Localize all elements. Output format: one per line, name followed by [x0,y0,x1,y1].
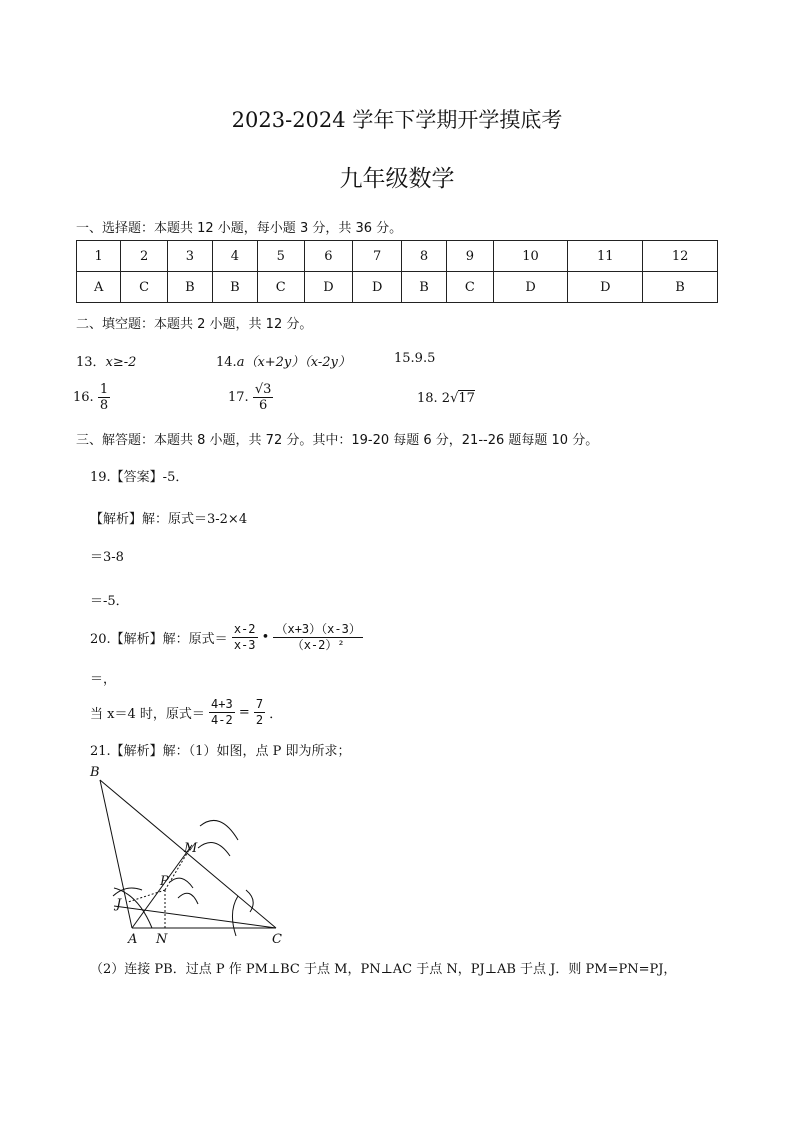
answer-19-line-1: 【解析】解：原式＝3-2×4 [90,512,248,527]
answer-20-line-3 [90,697,282,728]
point-label-n: N [156,932,168,947]
fraction-numerator: √3 [254,382,272,397]
table-cell: D [353,272,402,303]
fraction [209,697,235,728]
point-label-c: C [272,932,282,947]
arc [198,820,238,856]
table-cell: 8 [402,241,447,272]
table-cell: 3 [167,241,212,272]
fraction-denominator: x-3 [233,638,256,652]
point-label-b: B [90,765,100,780]
table-cell: 7 [353,241,402,272]
table-cell: 2 [121,241,168,272]
answer-13-number: 13． [76,355,106,370]
section-1-heading: 一、选择题：本题共 12 小题，每小题 3 分，共 36 分。 [76,221,403,236]
table-cell: 12 [643,241,718,272]
answer-19-line-2: ＝3-8 [90,550,124,565]
table-cell: D [493,272,568,303]
fraction [273,622,362,653]
table-cell: 5 [257,241,304,272]
table-cell: D [304,272,353,303]
fraction-numerator: 4+3 [211,697,233,711]
period: ． [269,707,283,722]
answer-20-expression [90,622,363,653]
answer-13-value: x≥-2 [105,355,137,370]
geometry-figure [80,760,300,950]
table-cell: B [643,272,718,303]
fraction-denominator: 6 [258,398,268,413]
fraction-numerator: x-2 [233,622,256,636]
arc [232,890,253,936]
sqrt-icon: √ [450,391,459,406]
answer-14 [216,351,351,370]
answer-17 [228,382,273,413]
answer-13 [76,351,136,370]
answer-table-question-row [77,241,718,272]
answer-19-line-3: ＝-5． [90,594,129,609]
fraction [232,622,258,653]
fraction-numerator: 1 [99,382,109,397]
fraction-denominator: 8 [99,398,109,413]
page-subtitle: 九年级数学 [339,166,455,192]
fraction-denominator: 4-2 [211,713,233,727]
table-cell: 9 [447,241,494,272]
answer-18 [417,391,475,406]
point-label-p: P [160,874,169,889]
answer-21-part-2: （2）连接 PB．过点 P 作 PM⊥BC 于点 M，PN⊥AC 于点 N，PJ⊥AB 于点 J．则 PM=PN=PJ， [90,962,677,977]
table-cell: C [447,272,494,303]
table-cell: B [167,272,212,303]
answer-15: 15.9.5 [394,351,436,366]
multiply-dot: • [261,630,270,645]
answer-20-line-2: ＝， [90,672,117,687]
table-cell: C [257,272,304,303]
point-label-m: M [184,841,198,856]
section-2-heading: 二、填空题：本题共 2 小题，共 12 分。 [76,317,313,332]
answer-18-number: 18. 2 [417,391,451,406]
table-cell: 4 [212,241,257,272]
answer-table [76,240,718,303]
table-cell: 11 [568,241,643,272]
answer-19-label: 19.【答案】-5． [90,470,189,485]
table-cell: C [121,272,168,303]
answer-table-answer-row [77,272,718,303]
fraction-numerator: 7 [255,697,264,711]
answer-14-value: a（x+2y）（x-2y） [236,355,351,370]
table-cell: 6 [304,241,353,272]
table-cell: B [402,272,447,303]
fraction [254,697,265,728]
fraction-denominator: 2 [255,713,264,727]
fraction [98,382,110,413]
point-label-a: A [128,932,138,947]
table-cell: D [568,272,643,303]
point-label-j: J [116,897,122,912]
answer-20-label: 20.【解析】解：原式＝ [90,632,228,647]
arc [170,878,198,904]
perpendicular-pj [128,890,165,902]
fraction-numerator: （x+3）（x-3） [275,622,361,636]
table-cell: B [212,272,257,303]
answer-20-substitution: 当 x＝4 时，原式＝ [90,707,205,722]
radicand: 17 [458,391,475,406]
fraction-denominator: （x-2）² [291,638,345,652]
equals-sign: = [238,705,250,720]
page-title: 2023-2024 学年下学期开学摸底考 [231,108,563,132]
answer-21-label: 21.【解析】解：（1）如图，点 P 即为所求； [90,744,351,759]
answer-16 [73,382,110,413]
table-cell: 10 [493,241,568,272]
table-cell: 1 [77,241,121,272]
table-cell: A [77,272,121,303]
fraction [253,382,274,413]
answer-16-number: 16. [73,390,94,405]
answer-14-number: 14. [216,355,237,370]
section-3-heading: 三、解答题：本题共 8 小题，共 72 分。其中：19-20 每题 6 分，21--26 题每题 10 分。 [76,433,599,448]
answer-17-number: 17. [228,390,249,405]
